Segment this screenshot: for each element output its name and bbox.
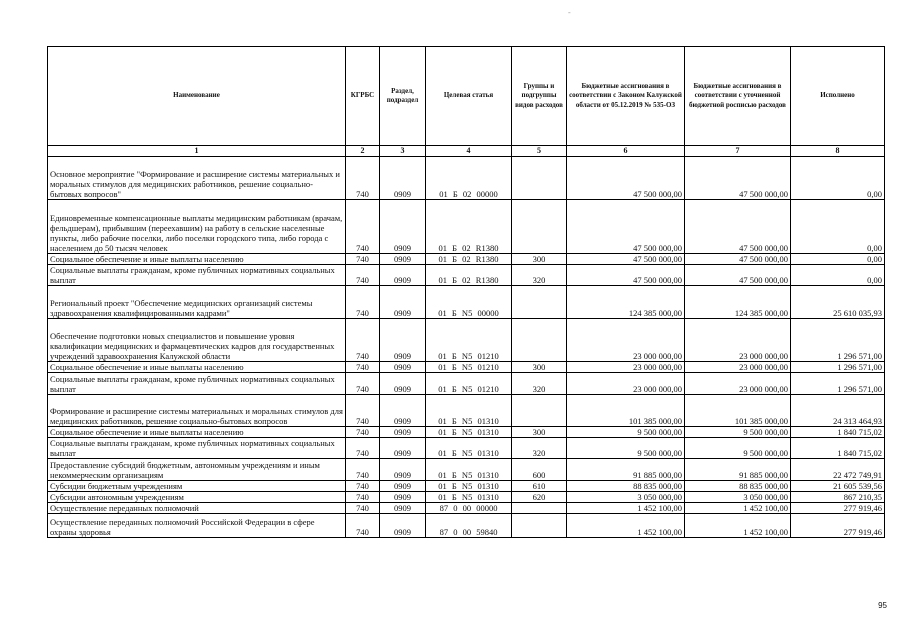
row-updated-amount: 124 385 000,00 <box>685 286 791 319</box>
row-kgrbs: 740 <box>346 503 380 514</box>
row-section: 0909 <box>380 157 426 200</box>
table-row <box>48 362 885 373</box>
row-group <box>512 395 567 427</box>
table-row <box>48 395 885 427</box>
row-name: Социальные выплаты гражданам, кроме публичных нормативных социальных выплат <box>48 373 346 395</box>
row-law-amount: 9 500 000,00 <box>567 438 685 459</box>
row-kgrbs: 740 <box>346 286 380 319</box>
row-section: 0909 <box>380 503 426 514</box>
row-group <box>512 319 567 362</box>
col-number: 2 <box>346 146 380 157</box>
row-target: 01 Б N5 01310 <box>426 395 512 427</box>
col-number: 6 <box>567 146 685 157</box>
row-target: 01 Б N5 01310 <box>426 481 512 492</box>
row-law-amount: 1 452 100,00 <box>567 514 685 538</box>
row-group <box>512 514 567 538</box>
row-target: 87 0 00 59840 <box>426 514 512 538</box>
table-row <box>48 373 885 395</box>
row-law-amount: 47 500 000,00 <box>567 157 685 200</box>
row-executed-amount: 1 840 715,02 <box>791 427 885 438</box>
row-group: 300 <box>512 427 567 438</box>
header-name: Наименование <box>48 47 346 146</box>
row-kgrbs: 740 <box>346 514 380 538</box>
row-name: Социальное обеспечение и иные выплаты населению <box>48 362 346 373</box>
header-law: Бюджетные ассигнования в соответствии с Законом Калужской области от 05.12.2019 № 535-ОЗ <box>567 47 685 146</box>
row-section: 0909 <box>380 427 426 438</box>
row-updated-amount: 23 000 000,00 <box>685 319 791 362</box>
row-name: Обеспечение подготовки новых специалистов и повышение уровня квалификации медицинских и фармацевтических кадров для государственных учреждений здравоохранения Калужской области <box>48 319 346 362</box>
row-updated-amount: 91 885 000,00 <box>685 459 791 481</box>
table-row <box>48 514 885 538</box>
row-name: Социальное обеспечение и иные выплаты населению <box>48 254 346 265</box>
row-kgrbs: 740 <box>346 200 380 254</box>
row-law-amount: 47 500 000,00 <box>567 254 685 265</box>
row-updated-amount: 23 000 000,00 <box>685 373 791 395</box>
row-group: 320 <box>512 265 567 286</box>
row-law-amount: 101 385 000,00 <box>567 395 685 427</box>
row-name: Социальное обеспечение и иные выплаты населению <box>48 427 346 438</box>
row-target: 01 Б N5 01210 <box>426 319 512 362</box>
row-section: 0909 <box>380 514 426 538</box>
row-executed-amount: 0,00 <box>791 200 885 254</box>
row-name: Субсидии бюджетным учреждениям <box>48 481 346 492</box>
table-body <box>48 157 885 538</box>
row-law-amount: 1 452 100,00 <box>567 503 685 514</box>
row-kgrbs: 740 <box>346 427 380 438</box>
row-executed-amount: 0,00 <box>791 254 885 265</box>
row-target: 01 Б 02 R1380 <box>426 265 512 286</box>
row-name: Субсидии автономным учреждениям <box>48 492 346 503</box>
table-row <box>48 427 885 438</box>
table-row <box>48 157 885 200</box>
row-executed-amount: 1 296 571,00 <box>791 362 885 373</box>
header-target: Целевая статья <box>426 47 512 146</box>
row-updated-amount: 47 500 000,00 <box>685 265 791 286</box>
row-target: 01 Б N5 01310 <box>426 438 512 459</box>
row-law-amount: 3 050 000,00 <box>567 492 685 503</box>
row-executed-amount: 1 296 571,00 <box>791 319 885 362</box>
row-name: Единовременные компенсационные выплаты медицинским работникам (врачам, фельдшерам), прибывшим (переехавшим) на работу в сельские населенные пункты, либо рабочие поселки, либо поселки городского типа, либо города с населением до 50 тысяч человек <box>48 200 346 254</box>
table-row <box>48 503 885 514</box>
row-executed-amount: 0,00 <box>791 265 885 286</box>
row-section: 0909 <box>380 492 426 503</box>
table-row <box>48 492 885 503</box>
row-group: 610 <box>512 481 567 492</box>
row-updated-amount: 1 452 100,00 <box>685 514 791 538</box>
row-law-amount: 23 000 000,00 <box>567 373 685 395</box>
row-updated-amount: 23 000 000,00 <box>685 362 791 373</box>
row-executed-amount: 1 840 715,02 <box>791 438 885 459</box>
row-target: 01 Б N5 01210 <box>426 373 512 395</box>
row-kgrbs: 740 <box>346 373 380 395</box>
column-numbers-row <box>48 146 885 157</box>
col-number: 4 <box>426 146 512 157</box>
header-updated: Бюджетные ассигнования в соответствии с уточненной бюджетной росписью расходов <box>685 47 791 146</box>
row-group: 300 <box>512 254 567 265</box>
table-row <box>48 200 885 254</box>
row-kgrbs: 740 <box>346 254 380 265</box>
row-executed-amount: 0,00 <box>791 157 885 200</box>
row-group: 320 <box>512 438 567 459</box>
row-group <box>512 157 567 200</box>
row-target: 01 Б N5 00000 <box>426 286 512 319</box>
row-executed-amount: 277 919,46 <box>791 514 885 538</box>
row-target: 87 0 00 00000 <box>426 503 512 514</box>
row-target: 01 Б 02 R1380 <box>426 254 512 265</box>
col-number: 3 <box>380 146 426 157</box>
col-number: 5 <box>512 146 567 157</box>
row-law-amount: 88 835 000,00 <box>567 481 685 492</box>
row-target: 01 Б N5 01210 <box>426 362 512 373</box>
table-row <box>48 286 885 319</box>
row-updated-amount: 101 385 000,00 <box>685 395 791 427</box>
row-kgrbs: 740 <box>346 157 380 200</box>
row-law-amount: 23 000 000,00 <box>567 319 685 362</box>
row-kgrbs: 740 <box>346 481 380 492</box>
page-number: 95 <box>878 601 887 610</box>
row-updated-amount: 3 050 000,00 <box>685 492 791 503</box>
row-updated-amount: 88 835 000,00 <box>685 481 791 492</box>
row-group <box>512 503 567 514</box>
row-kgrbs: 740 <box>346 265 380 286</box>
header-kgrbs: КГРБС <box>346 47 380 146</box>
row-group: 320 <box>512 373 567 395</box>
row-executed-amount: 1 296 571,00 <box>791 373 885 395</box>
row-section: 0909 <box>380 254 426 265</box>
header-executed: Исполнено <box>791 47 885 146</box>
row-kgrbs: 740 <box>346 438 380 459</box>
row-kgrbs: 740 <box>346 492 380 503</box>
row-law-amount: 47 500 000,00 <box>567 200 685 254</box>
row-section: 0909 <box>380 481 426 492</box>
row-section: 0909 <box>380 395 426 427</box>
row-updated-amount: 1 452 100,00 <box>685 503 791 514</box>
row-section: 0909 <box>380 286 426 319</box>
row-group: 300 <box>512 362 567 373</box>
row-name: Социальные выплаты гражданам, кроме публичных нормативных социальных выплат <box>48 265 346 286</box>
row-kgrbs: 740 <box>346 362 380 373</box>
table-row <box>48 459 885 481</box>
row-law-amount: 9 500 000,00 <box>567 427 685 438</box>
row-kgrbs: 740 <box>346 395 380 427</box>
row-section: 0909 <box>380 319 426 362</box>
table-row <box>48 438 885 459</box>
row-section: 0909 <box>380 200 426 254</box>
table-row <box>48 319 885 362</box>
row-law-amount: 47 500 000,00 <box>567 265 685 286</box>
row-name: Основное мероприятие "Формирование и расширение системы материальных и моральных стимулов для медицинских работников, решение социально-бытовых вопросов" <box>48 157 346 200</box>
col-number: 7 <box>685 146 791 157</box>
row-updated-amount: 9 500 000,00 <box>685 438 791 459</box>
row-executed-amount: 22 472 749,91 <box>791 459 885 481</box>
row-target: 01 Б N5 01310 <box>426 427 512 438</box>
table-row <box>48 481 885 492</box>
row-section: 0909 <box>380 438 426 459</box>
row-section: 0909 <box>380 459 426 481</box>
row-law-amount: 124 385 000,00 <box>567 286 685 319</box>
table-header-row <box>48 47 885 146</box>
row-executed-amount: 867 210,35 <box>791 492 885 503</box>
row-name: Формирование и расширение системы материальных и моральных стимулов для медицинских работников, решение социально-бытовых вопросов <box>48 395 346 427</box>
row-group <box>512 286 567 319</box>
row-section: 0909 <box>380 362 426 373</box>
row-kgrbs: 740 <box>346 459 380 481</box>
row-group <box>512 200 567 254</box>
col-number: 8 <box>791 146 885 157</box>
row-name: Региональный проект "Обеспечение медицинских организаций системы здравоохранения квалифицированными кадрами" <box>48 286 346 319</box>
row-group: 620 <box>512 492 567 503</box>
col-number: 1 <box>48 146 346 157</box>
row-target: 01 Б N5 01310 <box>426 459 512 481</box>
row-executed-amount: 277 919,46 <box>791 503 885 514</box>
row-section: 0909 <box>380 265 426 286</box>
row-kgrbs: 740 <box>346 319 380 362</box>
row-section: 0909 <box>380 373 426 395</box>
row-executed-amount: 24 313 464,93 <box>791 395 885 427</box>
row-executed-amount: 25 610 035,93 <box>791 286 885 319</box>
row-name: Осуществление переданных полномочий Российской Федерации в сфере охраны здоровья <box>48 514 346 538</box>
row-target: 01 Б N5 01310 <box>426 492 512 503</box>
row-law-amount: 91 885 000,00 <box>567 459 685 481</box>
table-row <box>48 254 885 265</box>
row-updated-amount: 47 500 000,00 <box>685 254 791 265</box>
row-updated-amount: 47 500 000,00 <box>685 200 791 254</box>
row-law-amount: 23 000 000,00 <box>567 362 685 373</box>
row-name: Предоставление субсидий бюджетным, автономным учреждениям и иным некоммерческим организациям <box>48 459 346 481</box>
row-name: Социальные выплаты гражданам, кроме публичных нормативных социальных выплат <box>48 438 346 459</box>
header-section: Раздел, подраздел <box>380 47 426 146</box>
row-updated-amount: 47 500 000,00 <box>685 157 791 200</box>
table-row <box>48 265 885 286</box>
row-target: 01 Б 02 00000 <box>426 157 512 200</box>
header-group: Группы и подгруппы видов расходов <box>512 47 567 146</box>
row-group: 600 <box>512 459 567 481</box>
row-updated-amount: 9 500 000,00 <box>685 427 791 438</box>
row-name: Осуществление переданных полномочий <box>48 503 346 514</box>
scan-mark: - <box>568 8 571 17</box>
budget-table <box>47 46 885 538</box>
row-target: 01 Б 02 R1380 <box>426 200 512 254</box>
row-executed-amount: 21 605 539,56 <box>791 481 885 492</box>
